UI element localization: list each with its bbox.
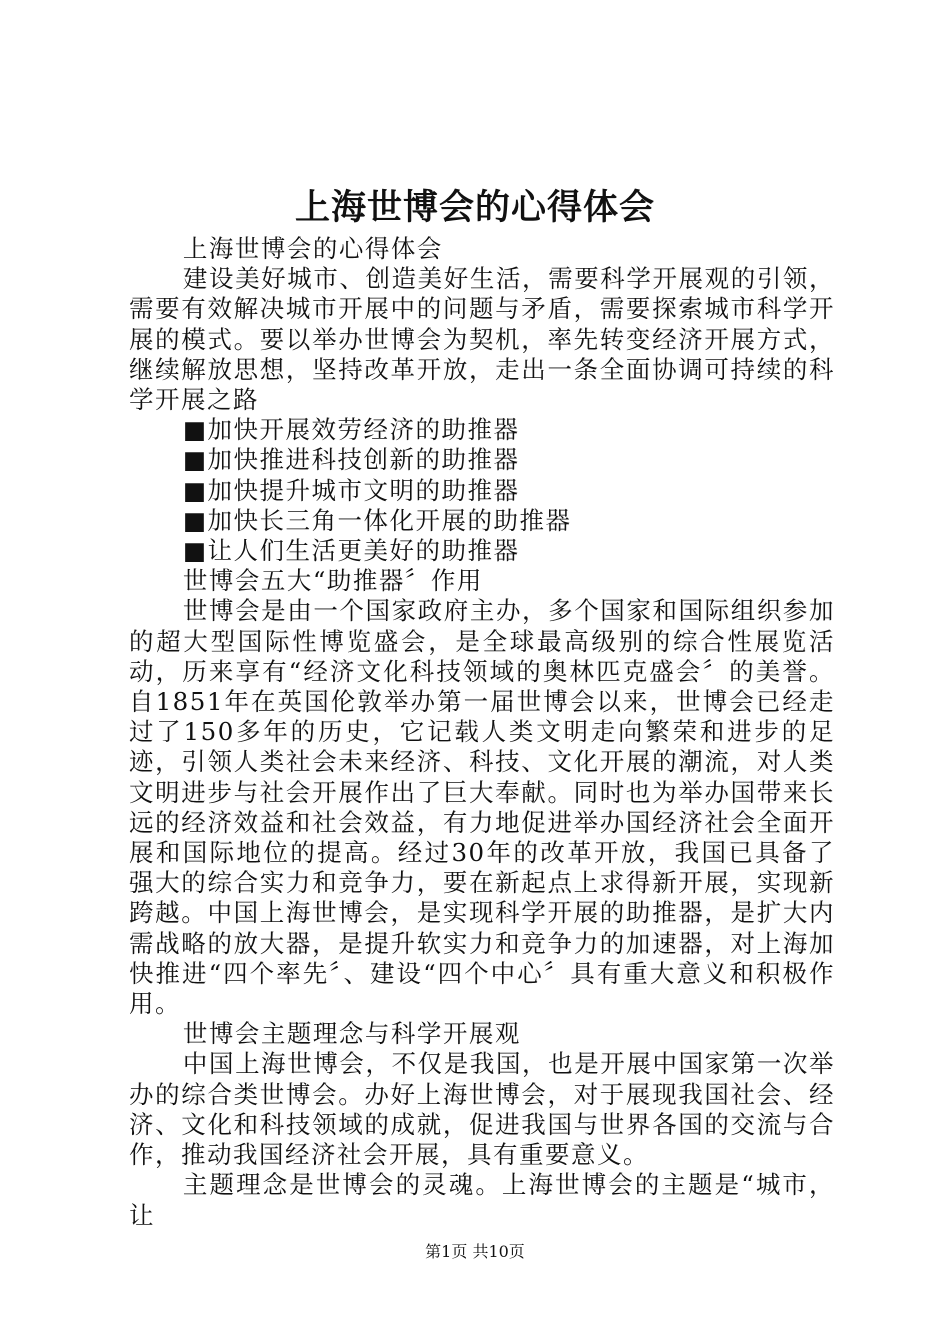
document-body: [129, 234, 835, 1231]
document-title: 上海世博会的心得体会: [294, 187, 655, 228]
page-footer: 第1页 共10页: [425, 1242, 525, 1261]
body-paragraph: 中国上海世博会，不仅是我国，也是开展中国家第一次举办的综合类世博会。办好上海世博会，对于展现我国社会、经济、文化和科技领域的成就，促进我国与世界各国的交流与合作，推动我国经济社会开展，具有重要意义。: [129, 1049, 835, 1170]
body-paragraph: 世博会是由一个国家政府主办，多个国家和国际组织参加的超大型国际性博览盛会，是全球最高级别的综合性展览活动，历来享有“经济文化科技领域的奥林匹克盛会〞的美誉。自1851年在英国伦敦举办第一届世博会以来，世博会已经走过了150多年的历史，它记载人类文明走向繁荣和进步的足迹，引领人类社会未来经济、科技、文化开展的潮流，对人类文明进步与社会开展作出了巨大奉献。同时也为举办国带来长远的经济效益和社会效益，有力地促进举办国经济社会全面开展和国际地位的提高。经过30年的改革开放，我国已具备了强大的综合实力和竞争力，要在新起点上求得新开展，实现新跨越。中国上海世博会，是实现科学开展的助推器，是扩大内需战略的放大器，是提升软实力和竞争力的加速器，对上海加快推进“四个率先〞、建设“四个中心〞具有重大意义和积极作用。: [129, 596, 835, 1019]
bullet-item: ■加快推进科技创新的助推器: [182, 445, 520, 475]
bullet-item: ■加快开展效劳经济的助推器: [182, 415, 520, 445]
subtitle-paragraph: 上海世博会的心得体会: [182, 234, 443, 263]
section-heading: 世博会五大“助推器〞作用: [182, 566, 483, 596]
intro-paragraph: 建设美好城市、创造美好生活，需要科学开展观的引领，需要有效解决城市开展中的问题与矛盾，需要探索城市科学开展的模式。要以举办世博会为契机，率先转变经济开展方式，继续解放思想，坚持改革开放，走出一条全面协调可持续的科学开展之路: [129, 264, 835, 415]
body-paragraph: 主题理念是世博会的灵魂。上海世博会的主题是“城市，让: [129, 1170, 835, 1230]
bullet-item: ■让人们生活更美好的助推器: [182, 536, 520, 566]
bullet-item: ■加快提升城市文明的助推器: [182, 475, 520, 505]
section-heading: 世博会主题理念与科学开展观: [182, 1019, 521, 1049]
bullet-item: ■加快长三角一体化开展的助推器: [182, 505, 572, 535]
